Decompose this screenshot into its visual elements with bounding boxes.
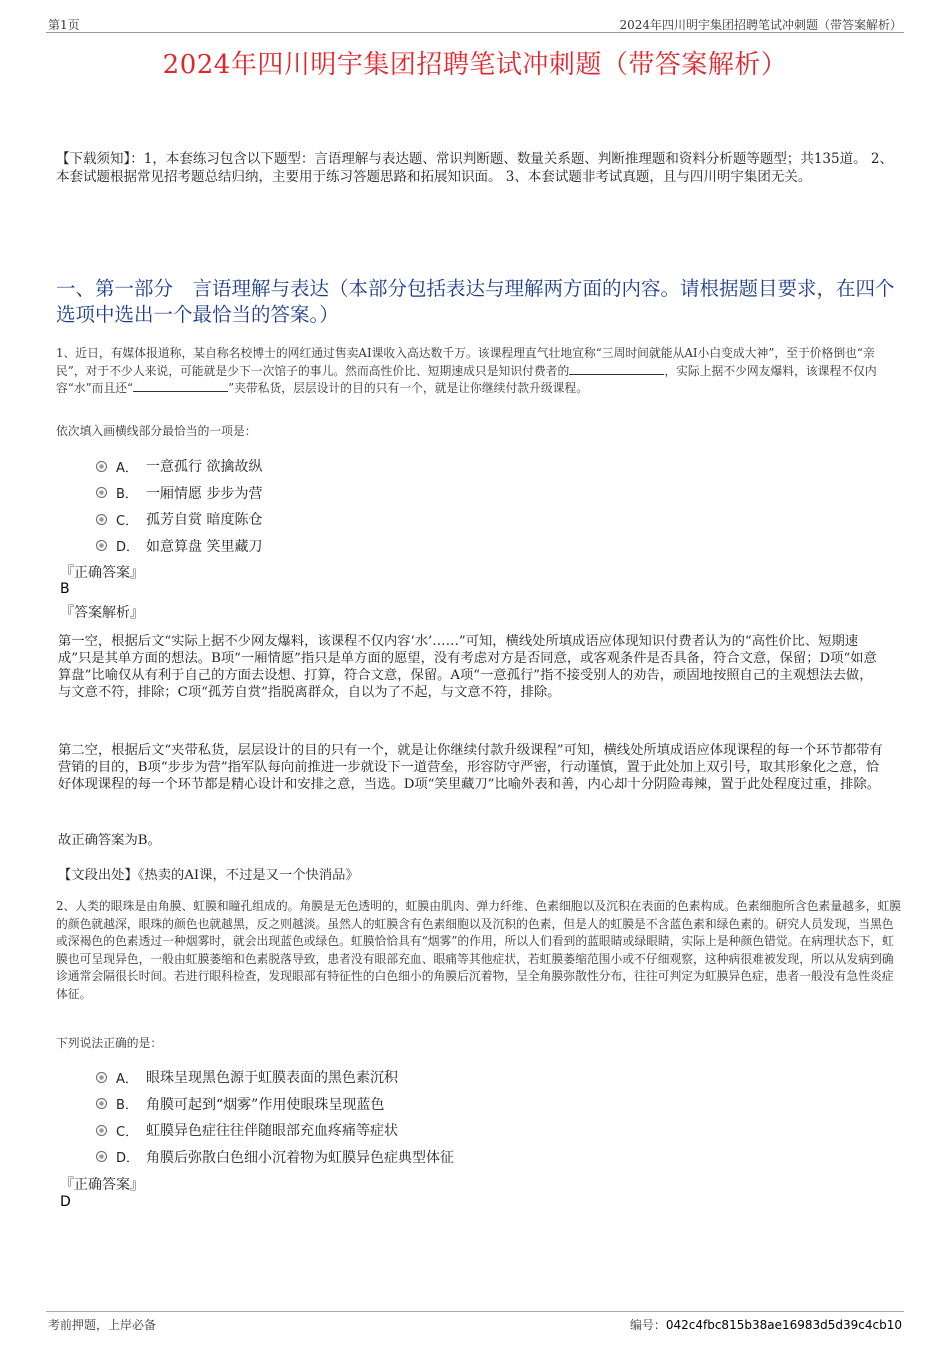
radio-icon[interactable] — [96, 1151, 107, 1162]
correct-answer-label: 『正确答案』 — [60, 1177, 144, 1193]
analysis-label: 『答案解析』 — [60, 605, 144, 621]
option-a[interactable]: A． 眼珠呈现黑色源于虹膜表面的黑色素沉积 — [96, 1064, 454, 1091]
radio-icon[interactable] — [96, 487, 107, 498]
correct-answer-label: 『正确答案』 — [60, 565, 144, 581]
page-number: 第1页 — [48, 18, 80, 32]
question-2-text: 2、人类的眼珠是由角膜、虹膜和瞳孔组成的。角膜是无色透明的，虹膜由肌肉、弹力纤维、色素细胞以及沉积在表面的色素构成。色素细胞所含色素量越多，虹膜的颜色就越深，眼珠的颜色也就越黑，反之则越淡。虽然人的虹膜含有色素细胞以及沉积的色素，但是人的虹膜是不含蓝色素和绿色素的。研究人员发现，当黑色或深褐色的色素透过一种烟雾时，就会出现蓝色或绿色。虹膜恰恰具有“烟雾”的作用，所以人们看到的蓝眼睛或绿眼睛，实际上是种颜色错觉。在病理状态下，虹膜也可呈现异色，一般由虹膜萎缩和色素脱落导致，患者没有眼部充血、眼痛等其他症状，若虹膜萎缩范围小或不仔细观察，这种病很难被发现，所以从发病到确诊通常会隔很长时间。若进行眼科检查，发现眼部有特征性的白色细小的角膜后沉着物，呈全角膜弥散性分布，往往可判定为虹膜异色症，患者一般没有急性炎症体征。 — [56, 899, 902, 1001]
option-a[interactable]: A． 一意孤行 欲擒故纵 — [96, 453, 262, 480]
header-doc-title: 2024年四川明宇集团招聘笔试冲刺题（带答案解析） — [619, 18, 902, 32]
question-2-options — [96, 1064, 454, 1170]
source-citation: 【文段出处】《热卖的AI课，不过是又一个快消品》 — [58, 868, 359, 883]
analysis-paragraph-2: 第二空，根据后文“夹带私货，层层设计的目的只有一个，就是让你继续付款升级课程”可知，横线处所填成语应体现课程的每一个环节都带有营销的目的，B项“步步为营”指军队每向前推进一步就设下一道营垒，形容防守严密，行动谨慎，置于此处加上双引号，取其形象化之意，恰好体现课程的每一个环节都是精心设计和安排之意，当选。D项“笑里藏刀”比喻外表和善，内心却十分阴险毒辣，置于此处程度过重，排除。 — [58, 743, 883, 792]
page-header — [46, 14, 904, 33]
correct-answer: D — [60, 1194, 71, 1210]
fill-blank-1 — [569, 363, 664, 375]
option-d[interactable]: D． 角膜后弥散白色细小沉着物为虹膜异色症典型体征 — [96, 1144, 454, 1171]
radio-icon[interactable] — [96, 1098, 107, 1109]
download-notice: 【下载须知】：1，本套练习包含以下题型：言语理解与表达题、常识判断题、数量关系题、判断推理题和资料分析题等题型；共135道。 2、本套试题根据常见招考题总结归纳，主要用于练习答题思路和拓展知识面。 3、本套试题非考试真题，且与四川明宇集团无关。 — [56, 151, 893, 185]
correct-answer: B — [60, 581, 70, 597]
page-footer — [46, 1311, 904, 1334]
document-id: 编号：042c4fbc815b38ae16983d5d39c4cb10 — [629, 1318, 902, 1332]
question-1-options — [96, 453, 262, 559]
radio-icon[interactable] — [96, 1125, 107, 1136]
fill-blank-2 — [133, 380, 228, 392]
question-1-prompt: 依次填入画横线部分最恰当的一项是： — [56, 424, 257, 438]
document-title: 2024年四川明宇集团招聘笔试冲刺题（带答案解析） — [162, 50, 788, 80]
radio-icon[interactable] — [96, 461, 107, 472]
radio-icon[interactable] — [96, 540, 107, 551]
analysis-conclusion: 故正确答案为B。 — [58, 833, 161, 848]
option-c[interactable]: C． 孤芳自赏 暗度陈仓 — [96, 506, 262, 533]
question-2-prompt: 下列说法正确的是： — [56, 1036, 163, 1050]
option-c[interactable]: C． 虹膜异色症往往伴随眼部充血疼痛等症状 — [96, 1117, 454, 1144]
option-b[interactable]: B． 一厢情愿 步步为营 — [96, 480, 262, 507]
footer-slogan: 考前押题，上岸必备 — [48, 1318, 157, 1332]
option-b[interactable]: B． 角膜可起到“烟雾”作用使眼珠呈现蓝色 — [96, 1091, 454, 1118]
radio-icon[interactable] — [96, 1072, 107, 1083]
option-d[interactable]: D． 如意算盘 笑里藏刀 — [96, 533, 262, 560]
analysis-paragraph-1: 第一空，根据后文“实际上据不少网友爆料，该课程不仅内容‘水’……”可知，横线处所填成语应体现知识付费者认为的“高性价比、短期速成”只是其单方面的想法。B项“一厢情愿”指只是单方面的愿望，没有考虑对方是否同意，或客观条件是否具备，符合文意，保留；D项“如意算盘”比喻仅从有利于自己的方面去设想、打算，符合文意，保留。A项“一意孤行”指不接受别人的劝告，顽固地按照自己的主观想法去做，与文意不符，排除；C项“孤芳自赏”指脱离群众，自以为了不起，与文意不符，排除。 — [58, 634, 877, 700]
section-title: 一、第一部分 言语理解与表达（本部分包括表达与理解两方面的内容。请根据题目要求，在四个选项中选出一个最恰当的答案。） — [56, 277, 895, 326]
question-1-text: 1、近日，有媒体报道称，某自称名校博士的网红通过售卖AI课收入高达数千万。该课程理直气壮地宣称“三周时间就能从AI小白变成大神”，至于价格倒也“亲民”，对于不少人来说，可能就是少下一次馆子的事儿。然而高性价比、短期速成只是知识付费者的 ，实际上据不少网友爆料，该课程不仅内容“水”而且还“ ”夹带私货，层层设计的目的只有一个，就是让你继续付款升级课程。 — [56, 346, 877, 395]
radio-icon[interactable] — [96, 514, 107, 525]
